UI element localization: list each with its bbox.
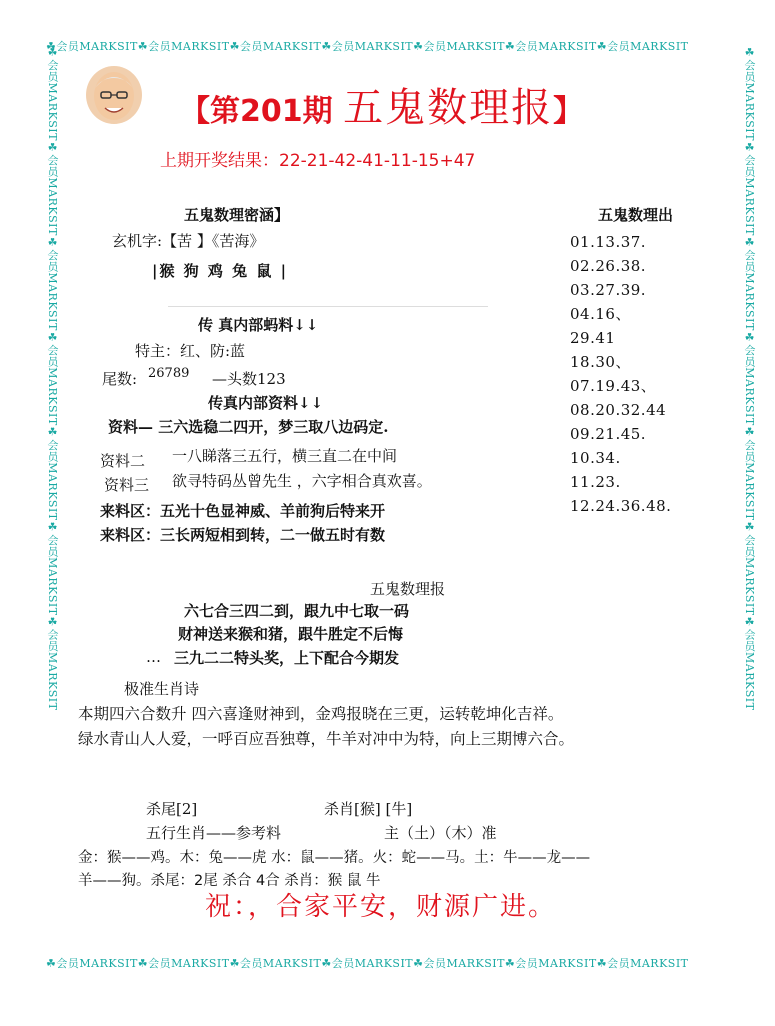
poem-line-1: 六七合三四二到，跟九中七取一码 [184, 602, 410, 620]
avatar [86, 66, 142, 124]
tail-value: 26789 [148, 366, 190, 381]
riddle-text: 玄机字:【苦 】《苦海》 [112, 232, 265, 250]
code-list-title: 五鬼数理出 [598, 206, 674, 224]
kill-tail: 杀尾[2] [146, 800, 198, 818]
code-list [570, 230, 671, 518]
code-item: 07.19.43、 [570, 377, 657, 395]
watermark-right: ☘会员MARKSIT☘会员MARKSIT☘会员MARKSIT☘会员MARKSIT☘会员MARKSIT☘会员MARKSIT☘会员MARKSIT [743, 46, 756, 711]
divider [168, 306, 488, 307]
title-bracket-open: 【 [180, 94, 210, 129]
watermark-bottom: ☘会员MARKSIT☘会员MARKSIT☘会员MARKSIT☘会员MARKSIT☘会员MARKSIT☘会员MARKSIT☘会员MARKSIT [46, 957, 689, 970]
poem-title: 五鬼数理报 [370, 580, 446, 598]
zodiac-poem-line-2: 绿水青山人人爱，一呼百应吾独尊，牛羊对冲中为特，向上三期博六合。 [78, 730, 575, 748]
code-item: 08.20.32.44 [570, 401, 667, 419]
main-element: 主（土）（木）准 [384, 824, 497, 842]
watermark-top: ☘会员MARKSIT☘会员MARKSIT☘会员MARKSIT☘会员MARKSIT☘会员MARKSIT☘会员MARKSIT☘会员MARKSIT [46, 40, 689, 53]
data-2-label: 资料二 [100, 452, 146, 470]
element-zodiac-line-1: 金：猴——鸡。木：兔——虎 水：鼠——猪。火：蛇——马。土：牛——龙—— [78, 850, 591, 866]
data-2-text: 一八睇落三五行，横三直二在中间 [172, 447, 398, 465]
code-item: 10.34. [570, 449, 621, 467]
data-3-text: 欲寻特码丛曾先生 ，六字相合真欢喜。 [172, 472, 432, 490]
data-3-label: 资料三 [104, 476, 150, 494]
source-1: 来料区：五光十色显神威、羊前狗后特来开 [100, 502, 386, 520]
fax-title: 传 真内部蚂料↓↓ [198, 316, 319, 334]
code-item: 09.21.45. [570, 425, 647, 443]
element-zodiac-line-2: 羊——狗。杀尾：2尾 杀合 4合 杀肖：猴 鼠 牛 [78, 873, 381, 889]
code-item: 18.30、 [570, 353, 631, 371]
head-numbers: —头数123 [212, 370, 286, 388]
data-1: 资料— 三六选稳二四开，梦三取八边码定. [108, 418, 389, 436]
zodiac-poem-line-1: 本期四六合数升 四六喜逢财神到，金鸡报晓在三更，运转乾坤化吉祥。 [78, 705, 564, 723]
issue-number: 第201期 [210, 94, 333, 129]
animal-list: |猴 狗 鸡 兔 鼠 | [152, 262, 289, 280]
tail-label: 尾数: [102, 370, 138, 388]
five-elements-title: 五行生肖——参考料 [146, 824, 282, 842]
last-result: 上期开奖结果：22-21-42-41-11-15+47 [160, 151, 476, 171]
special-color: 特主：红、防:蓝 [135, 342, 246, 360]
code-item: 12.24.36.48. [570, 497, 672, 515]
secret-title: 五鬼数理密涵】 [184, 206, 290, 224]
code-item: 03.27.39. [570, 281, 647, 299]
watermark-left: ☘会员MARKSIT☘会员MARKSIT☘会员MARKSIT☘会员MARKSIT☘会员MARKSIT☘会员MARKSIT☘会员MARKSIT [46, 46, 59, 711]
blessing: 祝：，合家平安，财源广进。 [205, 892, 557, 922]
code-item: 11.23. [570, 473, 621, 491]
code-item: 01.13.37. [570, 233, 647, 251]
paper-name: 五鬼数理报 [343, 85, 554, 131]
kill-zodiac: 杀肖[猴] [牛] [324, 800, 413, 818]
zodiac-poem-title: 极准生肖诗 [124, 680, 200, 698]
fax-title-2: 传真内部资料↓↓ [208, 394, 324, 412]
poem-line-3-prefix: … [146, 648, 161, 666]
code-item: 02.26.38. [570, 257, 647, 275]
source-2: 来料区：三长两短相到转，二一做五时有数 [100, 526, 386, 544]
page-title [180, 76, 583, 133]
poem-line-3: 三九二二特头奖，上下配合今期发 [174, 649, 400, 667]
code-item: 29.41 [570, 329, 616, 347]
portrait-icon [86, 66, 142, 124]
poem-line-2: 财神送来猴和猪，跟牛胜定不后悔 [178, 625, 404, 643]
code-item: 04.16、 [570, 305, 631, 323]
title-bracket-close: 】 [553, 94, 584, 129]
